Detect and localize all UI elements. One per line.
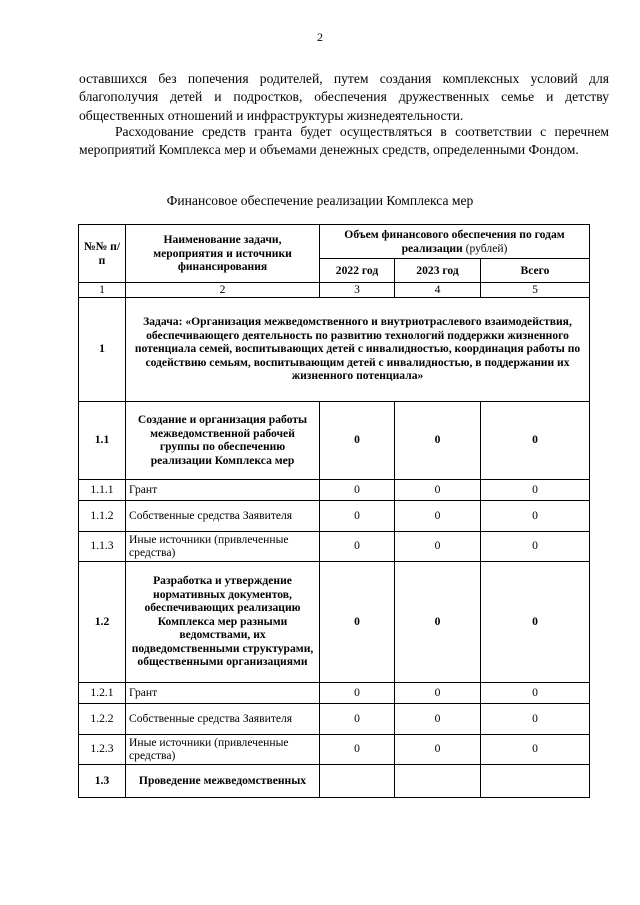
col-number: 3 [320, 283, 395, 298]
column-number-row [79, 283, 590, 298]
row-name: Разработка и утверждение нормативных документов, обеспечивающих реализацию Комплекса мер разными ведомствами, их подведомственными структурами, общественными организациями [126, 561, 320, 682]
row-2022 [320, 764, 395, 797]
col-number: 5 [481, 283, 590, 298]
task-num: 1 [79, 297, 126, 401]
row-2022: 0 [320, 531, 395, 561]
row-name: Собственные средства Заявителя [126, 500, 320, 531]
row-num: 1.2.3 [79, 734, 126, 764]
row-total: 0 [481, 682, 590, 703]
header-2022: 2022 год [320, 259, 395, 283]
table-caption: Финансовое обеспечение реализации Комплекса мер [166, 193, 474, 208]
row-total: 0 [481, 531, 590, 561]
row-2022: 0 [320, 479, 395, 500]
row-num: 1.2 [79, 561, 126, 682]
header-volume [320, 225, 590, 259]
row-name: Иные источники (привлеченные средства) [126, 734, 320, 764]
row-2022: 0 [320, 500, 395, 531]
paragraph-2: Расходование средств гранта будет осуществляться в соответствии с перечнем мероприятий Комплекса мер и объемами денежных средств, определенными Фондом. [79, 124, 609, 158]
table-row [79, 531, 590, 561]
row-2022: 0 [320, 561, 395, 682]
table-row [79, 682, 590, 703]
row-total: 0 [481, 561, 590, 682]
table-row [79, 401, 590, 479]
task-row [79, 297, 590, 401]
row-name: Собственные средства Заявителя [126, 703, 320, 734]
page-number: 2 [317, 30, 323, 44]
task-text: Задача: «Организация межведомственного и внутриотраслевого взаимодействия, обеспечивающего деятельность по развитию технологий поддержки жизненного потенциала семей, воспитывающих детей с инвалидностью, координация работы по содействию семьям, воспитывающим детей с инвалидностью, в поддержании их жизненного потенциала» [126, 297, 590, 401]
header-num: №№ п/п [79, 225, 126, 283]
row-num: 1.2.2 [79, 703, 126, 734]
row-2022: 0 [320, 401, 395, 479]
header-total: Всего [481, 259, 590, 283]
row-num: 1.1.2 [79, 500, 126, 531]
row-name: Проведение межведомственных [126, 764, 320, 797]
row-num: 1.2.1 [79, 682, 126, 703]
row-total: 0 [481, 703, 590, 734]
table-row [79, 479, 590, 500]
header-row-1 [79, 225, 590, 259]
header-2023: 2023 год [395, 259, 481, 283]
row-num: 1.1.3 [79, 531, 126, 561]
row-2022: 0 [320, 703, 395, 734]
row-num: 1.1.1 [79, 479, 126, 500]
col-number: 2 [126, 283, 320, 298]
row-2023 [395, 764, 481, 797]
table-row [79, 764, 590, 797]
row-num: 1.1 [79, 401, 126, 479]
col-number: 4 [395, 283, 481, 298]
row-name: Грант [126, 682, 320, 703]
row-name: Иные источники (привлеченные средства) [126, 531, 320, 561]
row-2023: 0 [395, 561, 481, 682]
table-row [79, 561, 590, 682]
header-name: Наименование задачи, мероприятия и источники финансирования [126, 225, 320, 283]
row-total: 0 [481, 401, 590, 479]
table-row [79, 703, 590, 734]
row-num: 1.3 [79, 764, 126, 797]
row-2023: 0 [395, 401, 481, 479]
header-volume-label: Объем финансового обеспечения по годам реализации [344, 228, 565, 255]
row-2023: 0 [395, 479, 481, 500]
row-2023: 0 [395, 734, 481, 764]
row-2022: 0 [320, 682, 395, 703]
row-2022: 0 [320, 734, 395, 764]
row-2023: 0 [395, 703, 481, 734]
row-2023: 0 [395, 682, 481, 703]
financing-table [78, 224, 590, 798]
row-name: Создание и организация работы межведомственной рабочей группы по обеспечению реализации Комплекса мер [126, 401, 320, 479]
row-2023: 0 [395, 531, 481, 561]
table-row [79, 734, 590, 764]
col-number: 1 [79, 283, 126, 298]
row-total [481, 764, 590, 797]
row-total: 0 [481, 734, 590, 764]
row-total: 0 [481, 500, 590, 531]
row-total: 0 [481, 479, 590, 500]
header-volume-unit: (рублей) [465, 241, 508, 255]
paragraph-1: оставшихся без попечения родителей, путем создания комплексных условий для благополучия детей и подростков, обеспечения дружественных семье и детству общественных отношений и инфраструктуры жизнедеятельности. [79, 71, 609, 123]
table-row [79, 500, 590, 531]
row-name: Грант [126, 479, 320, 500]
row-2023: 0 [395, 500, 481, 531]
